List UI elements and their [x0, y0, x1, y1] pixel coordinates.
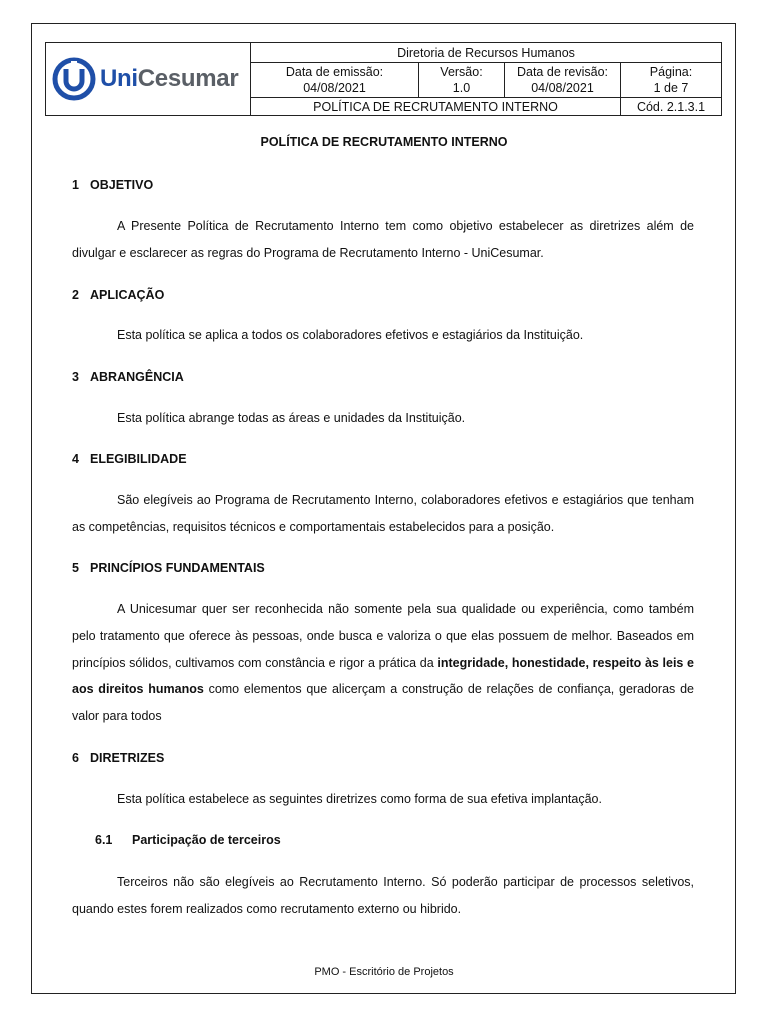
- highlighted-values: integridade, honestidade, respeito às leis e aos direitos humanos: [72, 655, 694, 697]
- subsection-heading-terceiros: 6.1 Participação de terceiros: [95, 833, 281, 847]
- document-title: POLÍTICA DE RECRUTAMENTO INTERNO: [260, 135, 508, 149]
- policy-name: POLÍTICA DE RECRUTAMENTO INTERNO: [251, 98, 621, 115]
- section-heading-principios: 5 PRINCÍPIOS FUNDAMENTAIS: [72, 561, 265, 575]
- section-text-aplicacao: Esta política se aplica a todos os colaboradores efetivos e estagiários da Instituição.: [117, 328, 584, 342]
- emission-date-cell: [251, 63, 419, 98]
- version-value: 1.0: [452, 81, 471, 95]
- page-footer: PMO - Escritório de Projetos: [314, 966, 454, 978]
- section-text-principios: A Unicesumar quer ser reconhecida não somente pela sua qualidade ou experiência, como também pelo tratamento que oferece às pessoas, onde busca e valoriza o que elas possuem de melhor. Baseados em princípios sólidos, cultivamos com constância e rigor a prática da integridade, honestidade, respeito às leis e aos direitos humanos como elementos que alicerçam a construção de relações de confiança, geradoras de valor para todos: [72, 602, 694, 724]
- section-text-abrangencia: Esta política abrange todas as áreas e unidades da Instituição.: [117, 411, 466, 425]
- document-header: [45, 42, 722, 116]
- revision-date-label: Data de revisão:: [516, 65, 609, 79]
- page-value: 1 de 7: [653, 81, 689, 95]
- page-label: Página:: [649, 65, 693, 79]
- logo: [46, 43, 251, 115]
- department-name: Diretoria de Recursos Humanos: [251, 43, 721, 63]
- section-heading-aplicacao: 2 APLICAÇÃO: [72, 288, 165, 302]
- version-cell: [419, 63, 505, 98]
- revision-date-value: 04/08/2021: [531, 81, 594, 95]
- unicesumar-logo-icon: [52, 57, 96, 101]
- subsection-text-terceiros: Terceiros não são elegíveis ao Recrutamento Interno. Só poderão participar de processos seletivos, quando estes forem realizados como recrutamento externo ou hibrido.: [72, 875, 694, 916]
- emission-date-value: 04/08/2021: [303, 81, 366, 95]
- emission-date-label: Data de emissão:: [285, 65, 384, 79]
- revision-date-cell: [505, 63, 621, 98]
- section-heading-abrangencia: 3 ABRANGÊNCIA: [72, 370, 184, 384]
- section-text-objetivo: A Presente Política de Recrutamento Interno tem como objetivo estabelecer as diretrizes além de divulgar e esclarecer as regras do Programa de Recrutamento Interno - UniCesumar.: [72, 219, 694, 260]
- page-cell: [621, 63, 721, 98]
- logo-wordmark: UniCesumar: [100, 65, 239, 92]
- section-heading-elegibilidade: 4 ELEGIBILIDADE: [72, 452, 187, 466]
- version-label: Versão:: [440, 65, 483, 79]
- policy-code: Cód. 2.1.3.1: [636, 99, 706, 114]
- section-text-diretrizes: Esta política estabelece as seguintes diretrizes como forma de sua efetiva implantação.: [117, 792, 602, 806]
- section-heading-diretrizes: 6 DIRETRIZES: [72, 751, 165, 765]
- section-heading-objetivo: 1 OBJETIVO: [72, 178, 154, 192]
- header-info-grid: [251, 43, 721, 115]
- section-text-elegibilidade: São elegíveis ao Programa de Recrutamento Interno, colaboradores efetivos e estagiários que tenham as competências, requisitos técnicos e comportamentais estabelecidos para a posição.: [72, 493, 694, 534]
